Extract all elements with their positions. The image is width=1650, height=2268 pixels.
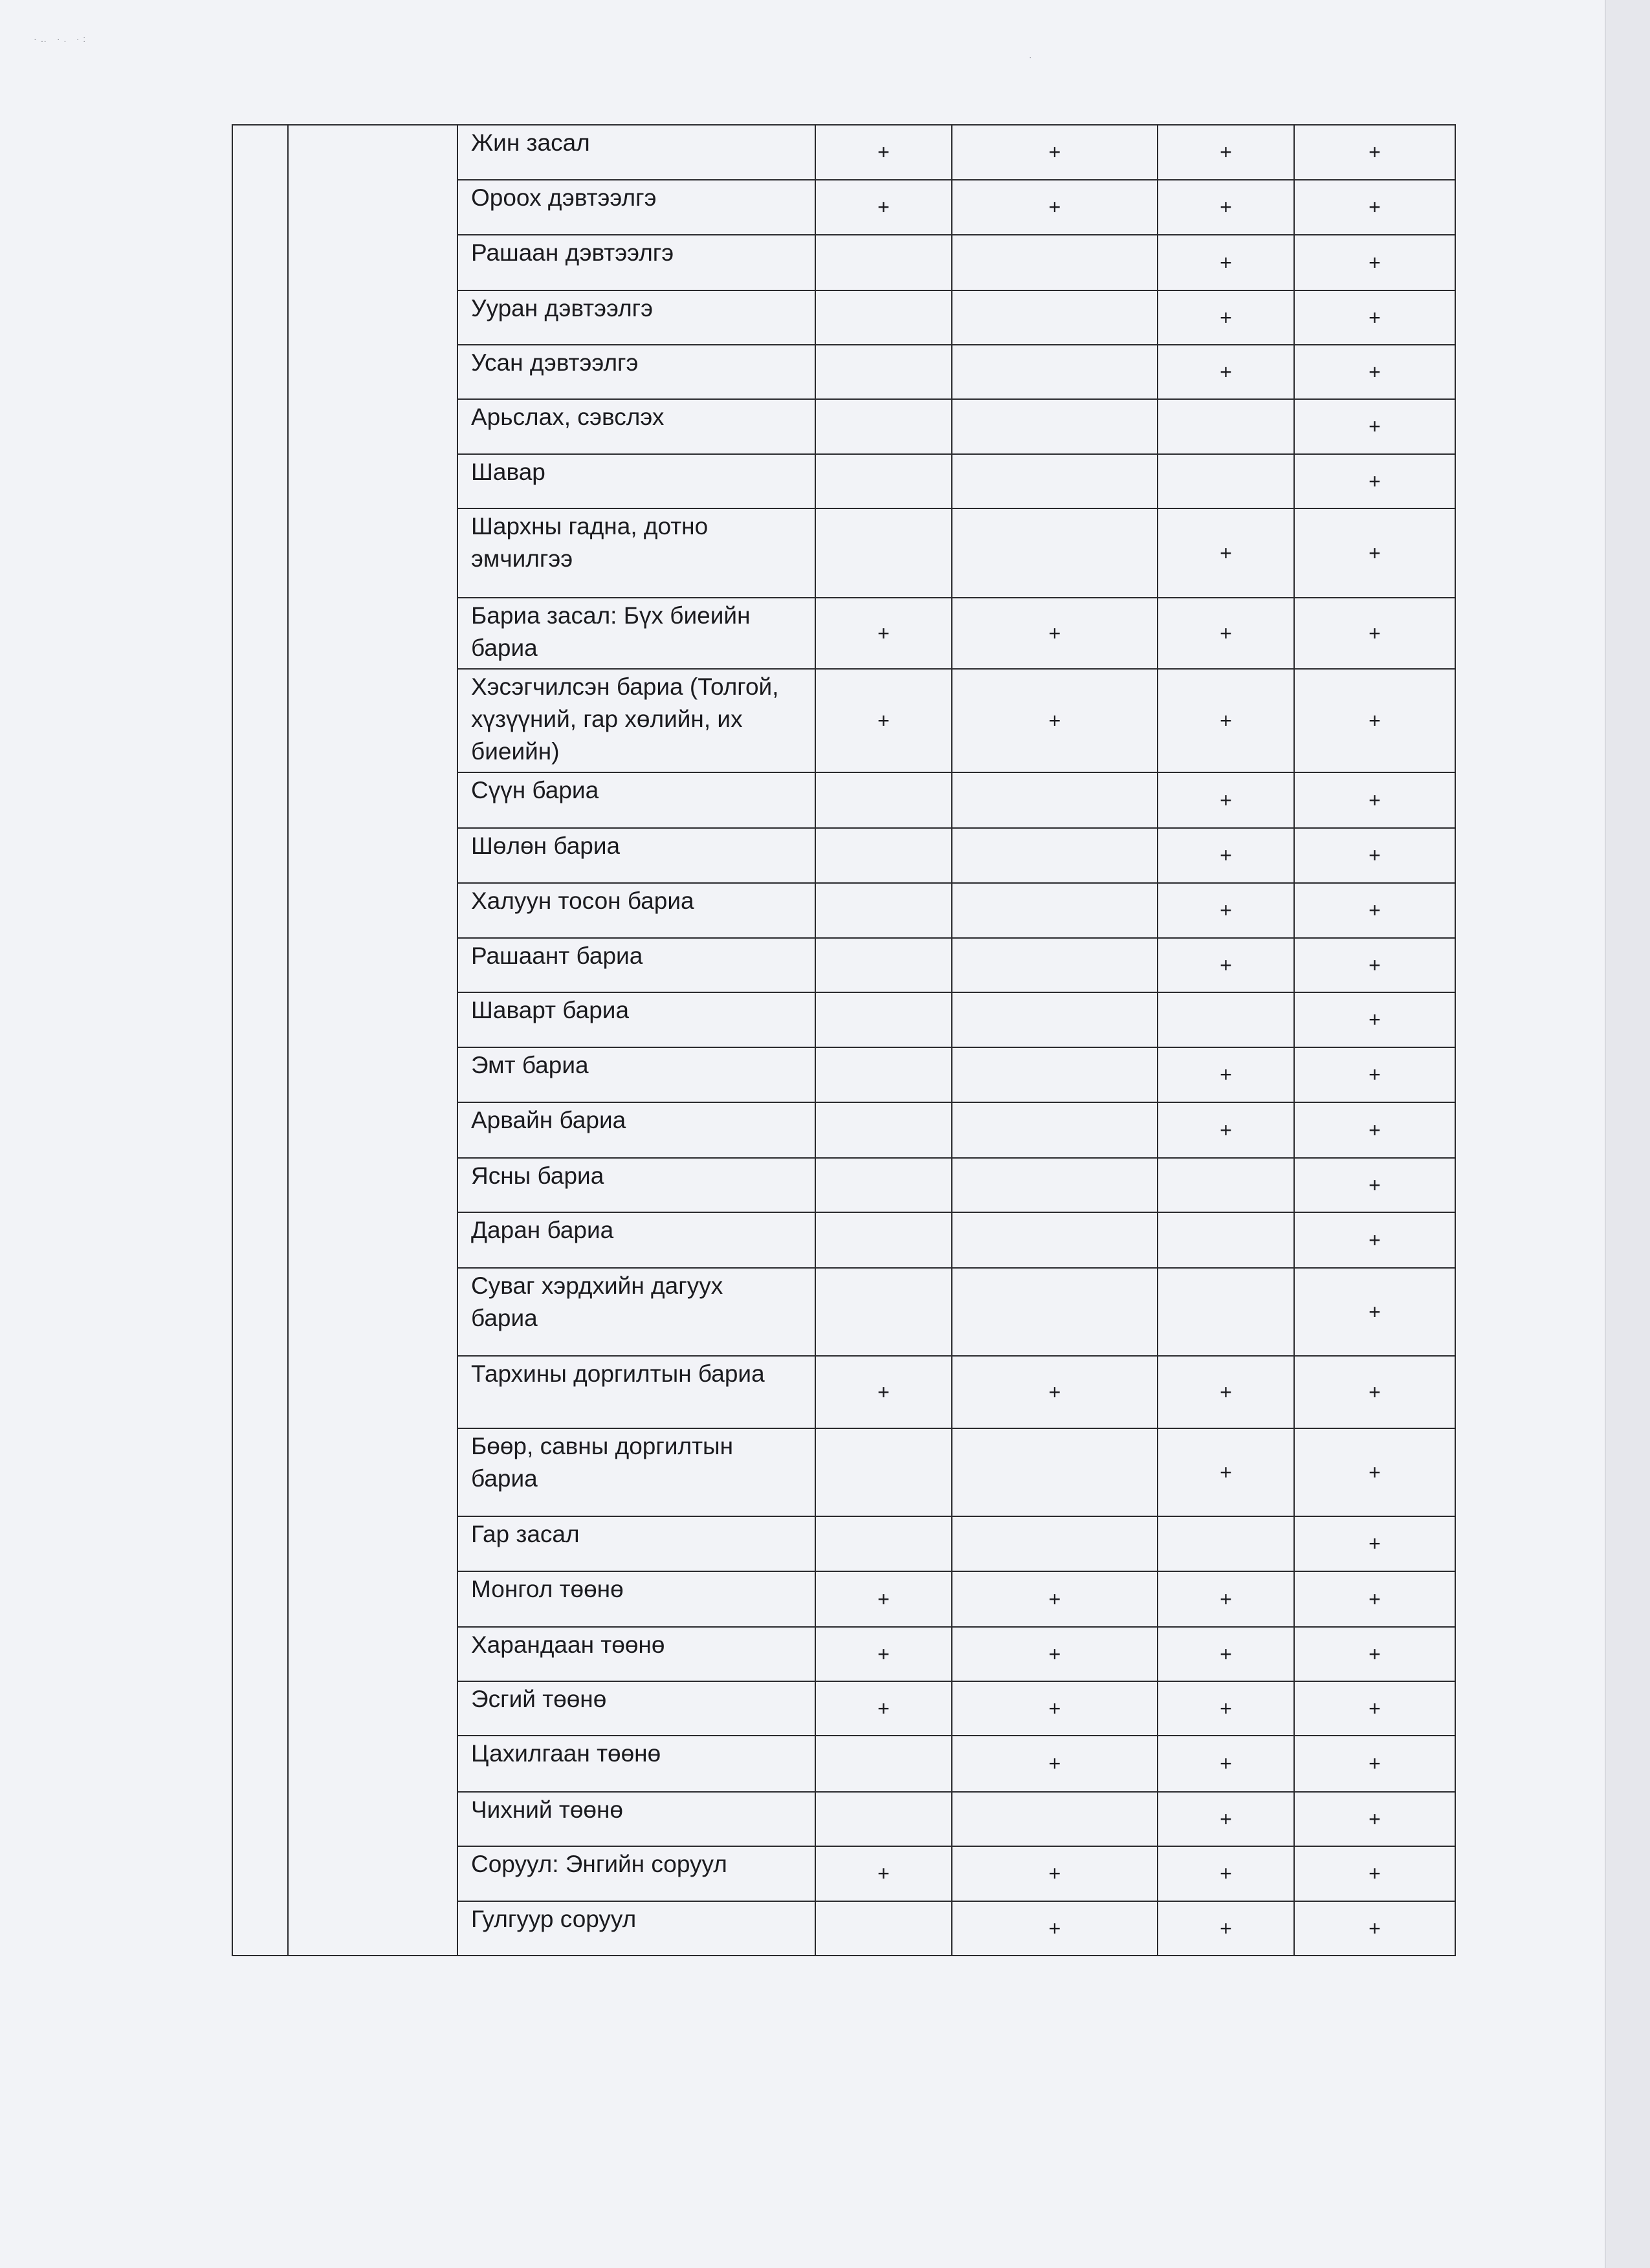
level-1-mark-cell [815,1792,952,1846]
procedure-name-cell: Усан дэвтээлгэ [457,345,815,399]
level-2-mark-cell [952,1268,1158,1356]
level-3-mark-cell [1158,1268,1294,1356]
empty-category-column [288,125,457,1956]
level-1-mark-cell: + [815,1571,952,1627]
level-1-mark-cell: + [815,1356,952,1428]
level-1-mark-cell [815,1516,952,1571]
level-4-mark-cell: + [1294,1516,1455,1571]
procedure-name-cell: Цахилгаан төөнө [457,1736,815,1792]
level-2-mark-cell [952,1428,1158,1516]
level-1-mark-cell [815,345,952,399]
level-2-mark-cell: + [952,1901,1158,1956]
level-3-mark-cell: + [1158,1428,1294,1516]
scan-specks: ·‥ ·. ∙: [34,34,90,44]
procedure-name-cell: Жин засал [457,125,815,180]
level-1-mark-cell [815,1736,952,1792]
level-3-mark-cell [1158,992,1294,1047]
level-1-mark-cell [815,508,952,598]
level-3-mark-cell: + [1158,1627,1294,1681]
level-2-mark-cell [952,938,1158,992]
level-4-mark-cell: + [1294,125,1455,180]
level-3-mark-cell: + [1158,508,1294,598]
level-2-mark-cell [952,1792,1158,1846]
level-2-mark-cell [952,883,1158,938]
level-1-mark-cell [815,772,952,828]
level-4-mark-cell: + [1294,772,1455,828]
level-3-mark-cell: + [1158,1102,1294,1158]
level-1-mark-cell [815,1047,952,1102]
level-2-mark-cell: + [952,1681,1158,1736]
level-3-mark-cell [1158,1516,1294,1571]
level-1-mark-cell: + [815,1681,952,1736]
procedure-name-cell: Харандаан төөнө [457,1627,815,1681]
level-4-mark-cell: + [1294,345,1455,399]
procedure-name-cell: Халуун тосон бариа [457,883,815,938]
level-1-mark-cell [815,290,952,345]
level-1-mark-cell [815,938,952,992]
level-2-mark-cell [952,1212,1158,1268]
level-4-mark-cell: + [1294,1627,1455,1681]
procedure-name-cell: Гулгуур соруул [457,1901,815,1956]
empty-number-column [232,125,288,1956]
level-3-mark-cell: + [1158,345,1294,399]
procedure-name-cell: Бариа засал: Бүх биеийн бариа [457,598,815,669]
level-1-mark-cell [815,1102,952,1158]
procedure-name-cell: Рашаант бариа [457,938,815,992]
procedure-name-cell: Шаварт бариа [457,992,815,1047]
level-3-mark-cell: + [1158,1736,1294,1792]
procedure-name-cell: Хэсэгчилсэн бариа (Толгой, хүзүүний, гар хөлийн, их биеийн) [457,669,815,772]
level-2-mark-cell: + [952,125,1158,180]
level-4-mark-cell: + [1294,1792,1455,1846]
procedure-name-cell: Монгол төөнө [457,1571,815,1627]
level-4-mark-cell: + [1294,508,1455,598]
scan-speck: · [1029,52,1036,62]
level-2-mark-cell [952,1047,1158,1102]
level-1-mark-cell: + [815,180,952,235]
level-3-mark-cell: + [1158,883,1294,938]
level-2-mark-cell: + [952,1736,1158,1792]
level-4-mark-cell: + [1294,1846,1455,1901]
procedure-name-cell: Арьслах, сэвслэх [457,399,815,454]
level-2-mark-cell: + [952,1356,1158,1428]
level-4-mark-cell: + [1294,883,1455,938]
procedure-name-cell: Шөлөн бариа [457,828,815,883]
level-4-mark-cell: + [1294,1212,1455,1268]
level-4-mark-cell: + [1294,938,1455,992]
level-2-mark-cell [952,508,1158,598]
level-4-mark-cell: + [1294,1428,1455,1516]
procedure-name-cell: Чихний төөнө [457,1792,815,1846]
level-3-mark-cell: + [1158,180,1294,235]
level-3-mark-cell [1158,1158,1294,1212]
level-2-mark-cell [952,992,1158,1047]
procedure-name-cell: Ууран дэвтээлгэ [457,290,815,345]
level-4-mark-cell: + [1294,1901,1455,1956]
level-4-mark-cell: + [1294,180,1455,235]
level-1-mark-cell [815,399,952,454]
level-3-mark-cell: + [1158,938,1294,992]
level-3-mark-cell: + [1158,1681,1294,1736]
level-2-mark-cell [952,1102,1158,1158]
level-2-mark-cell [952,399,1158,454]
level-1-mark-cell: + [815,1846,952,1901]
level-3-mark-cell [1158,399,1294,454]
level-2-mark-cell [952,454,1158,508]
level-1-mark-cell [815,235,952,290]
level-2-mark-cell [952,290,1158,345]
procedure-name-cell: Гар засал [457,1516,815,1571]
level-3-mark-cell: + [1158,235,1294,290]
level-1-mark-cell [815,1268,952,1356]
procedure-name-cell: Тархины доргилтын бариа [457,1356,815,1428]
level-4-mark-cell: + [1294,1736,1455,1792]
level-4-mark-cell: + [1294,828,1455,883]
level-2-mark-cell [952,772,1158,828]
level-1-mark-cell [815,1158,952,1212]
level-4-mark-cell: + [1294,290,1455,345]
procedure-name-cell: Суваг хэрдхийн дагуух бариа [457,1268,815,1356]
level-1-mark-cell: + [815,669,952,772]
level-4-mark-cell: + [1294,399,1455,454]
level-4-mark-cell: + [1294,1356,1455,1428]
level-1-mark-cell [815,1212,952,1268]
level-3-mark-cell: + [1158,1047,1294,1102]
procedure-name-cell: Арвайн бариа [457,1102,815,1158]
level-1-mark-cell [815,883,952,938]
level-2-mark-cell [952,235,1158,290]
procedure-name-cell: Шавар [457,454,815,508]
procedure-name-cell: Даран бариа [457,1212,815,1268]
level-2-mark-cell [952,345,1158,399]
level-3-mark-cell: + [1158,598,1294,669]
level-1-mark-cell [815,992,952,1047]
procedures-table-body [232,125,1455,1956]
level-2-mark-cell [952,1158,1158,1212]
level-2-mark-cell: + [952,1627,1158,1681]
level-3-mark-cell: + [1158,1571,1294,1627]
level-3-mark-cell: + [1158,1356,1294,1428]
level-2-mark-cell: + [952,1571,1158,1627]
level-4-mark-cell: + [1294,598,1455,669]
procedure-name-cell: Ороох дэвтээлгэ [457,180,815,235]
procedure-name-cell: Эмт бариа [457,1047,815,1102]
level-1-mark-cell: + [815,1627,952,1681]
level-1-mark-cell: + [815,125,952,180]
table-row [232,125,1455,180]
level-3-mark-cell [1158,454,1294,508]
level-3-mark-cell: + [1158,1792,1294,1846]
level-1-mark-cell [815,454,952,508]
level-2-mark-cell: + [952,669,1158,772]
procedure-name-cell: Бөөр, савны доргилтын бариа [457,1428,815,1516]
level-4-mark-cell: + [1294,235,1455,290]
procedure-name-cell: Сүүн бариа [457,772,815,828]
level-4-mark-cell: + [1294,1268,1455,1356]
level-4-mark-cell: + [1294,454,1455,508]
level-4-mark-cell: + [1294,1047,1455,1102]
level-4-mark-cell: + [1294,1571,1455,1627]
level-3-mark-cell [1158,1212,1294,1268]
level-1-mark-cell [815,1901,952,1956]
level-2-mark-cell: + [952,598,1158,669]
level-4-mark-cell: + [1294,992,1455,1047]
level-3-mark-cell: + [1158,1846,1294,1901]
level-3-mark-cell: + [1158,828,1294,883]
level-4-mark-cell: + [1294,1102,1455,1158]
scanner-bed-edge [1605,0,1650,2268]
procedure-name-cell: Рашаан дэвтээлгэ [457,235,815,290]
level-2-mark-cell [952,1516,1158,1571]
level-1-mark-cell [815,828,952,883]
level-3-mark-cell: + [1158,1901,1294,1956]
procedure-name-cell: Шархны гадна, дотно эмчилгээ [457,508,815,598]
level-4-mark-cell: + [1294,1681,1455,1736]
level-3-mark-cell: + [1158,669,1294,772]
level-4-mark-cell: + [1294,669,1455,772]
level-3-mark-cell: + [1158,125,1294,180]
level-3-mark-cell: + [1158,290,1294,345]
procedure-name-cell: Эсгий төөнө [457,1681,815,1736]
level-1-mark-cell [815,1428,952,1516]
level-2-mark-cell: + [952,1846,1158,1901]
level-4-mark-cell: + [1294,1158,1455,1212]
level-2-mark-cell: + [952,180,1158,235]
procedures-table [232,124,1456,1956]
level-3-mark-cell: + [1158,772,1294,828]
level-2-mark-cell [952,828,1158,883]
procedure-name-cell: Соруул: Энгийн соруул [457,1846,815,1901]
procedure-name-cell: Ясны бариа [457,1158,815,1212]
level-1-mark-cell: + [815,598,952,669]
